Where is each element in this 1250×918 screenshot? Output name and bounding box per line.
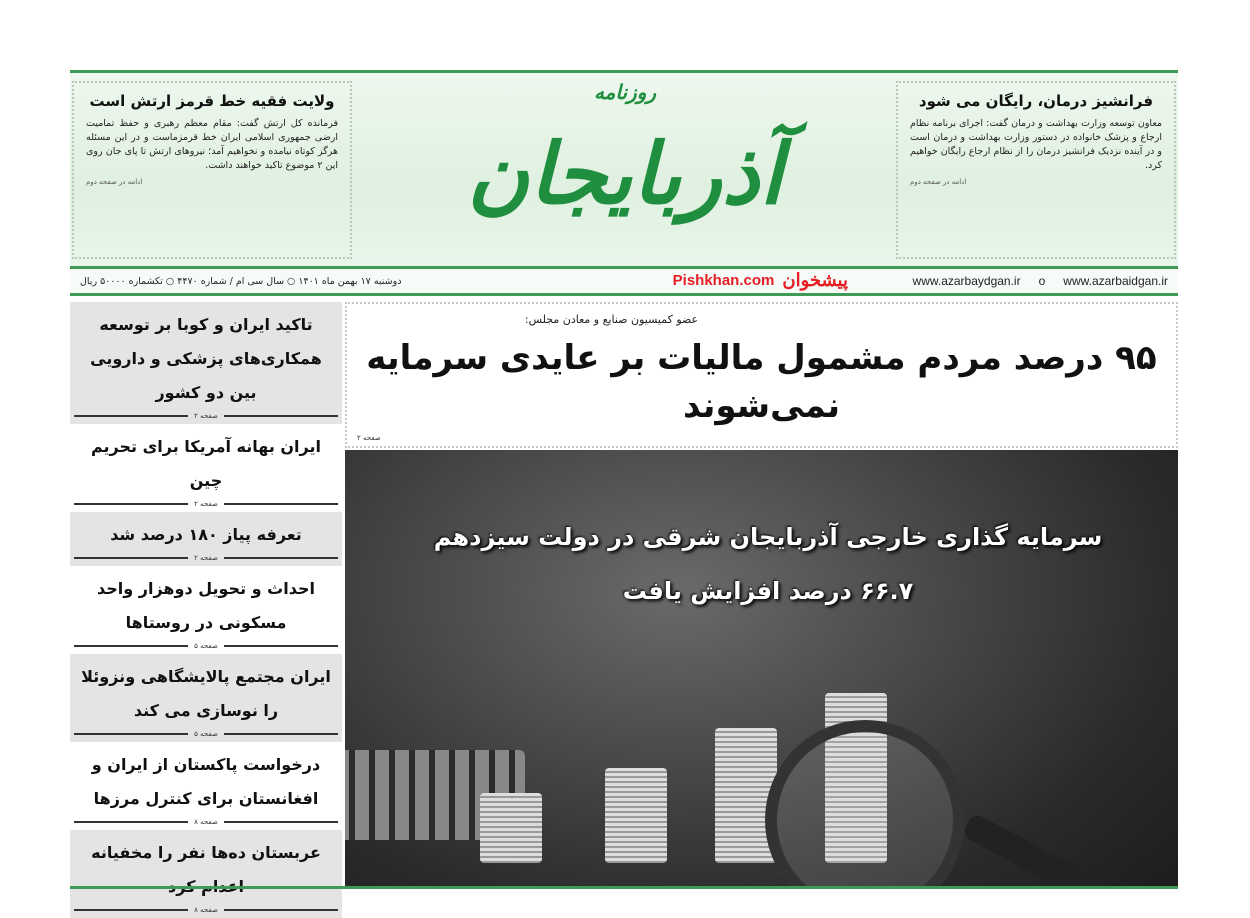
- side-page-ref: صفحه ۲: [194, 554, 218, 562]
- side-headline-title: تاکید ایران و کوبا بر توسعه همکاری‌های پزشکی و دارویی بین دو کشور: [90, 315, 322, 402]
- side-headline-title: درخواست پاکستان از ایران و افغانستان برای کنترل مرزها: [91, 755, 321, 808]
- website-urls: [913, 274, 1168, 288]
- side-headline-item[interactable]: [70, 512, 342, 566]
- newspaper-logo: [370, 73, 880, 266]
- side-headline-item[interactable]: [70, 424, 342, 512]
- divider: [74, 557, 188, 559]
- page-ref-separator: [74, 728, 338, 740]
- side-headline-title: ایران مجتمع پالایشگاهی ونزوئلا را نوسازی می کند: [81, 667, 331, 720]
- side-page-ref: صفحه ۲: [194, 500, 218, 508]
- logo-subtitle: روزنامه: [593, 80, 657, 104]
- divider: [74, 733, 188, 735]
- side-headline-item[interactable]: [70, 654, 342, 742]
- box-right-body: معاون توسعه وزارت بهداشت و درمان گفت: اجرای برنامه نظام ارجاع و پزشک خانواده در دستور وزارت بهداشت و درمان است و در آینده نزدیک فرانشیز درمان را از نظام ارجاع رایگان خواهیم کرد.: [910, 118, 1162, 171]
- side-page-ref: صفحه ۸: [194, 818, 218, 826]
- divider: [224, 503, 338, 505]
- page-ref-separator: [74, 552, 338, 564]
- lead-kicker: عضو کمیسیون صنایع و معادن مجلس:: [524, 313, 699, 326]
- side-page-ref: صفحه ۲: [194, 412, 218, 420]
- pishkhan-watermark: [673, 269, 848, 293]
- divider: [224, 415, 338, 417]
- divider: [224, 821, 338, 823]
- box-left-title: ولایت فقیه خط قرمز ارتش است: [89, 92, 335, 110]
- lead-story: [345, 302, 1178, 886]
- watermark-en: Pishkhan.com: [672, 272, 775, 289]
- lead-headline-box[interactable]: [345, 302, 1178, 448]
- divider: [74, 909, 188, 911]
- newspaper-front-page: [70, 70, 1178, 914]
- side-page-ref: صفحه ۵: [194, 730, 218, 738]
- side-page-ref: صفحه ۸: [194, 906, 218, 914]
- side-headline-item[interactable]: [70, 742, 342, 830]
- divider: [74, 415, 188, 417]
- photo-caption: [408, 510, 1128, 618]
- side-headline-item[interactable]: [70, 566, 342, 654]
- side-headline-title: ایران بهانه آمریکا برای تحریم چین: [91, 437, 321, 490]
- side-page-ref: صفحه ۵: [194, 642, 218, 650]
- page-ref-separator: [74, 640, 338, 652]
- side-headline-title: تعرفه پیاز ۱۸۰ درصد شد: [110, 525, 302, 544]
- magnifier-icon: [765, 720, 965, 886]
- url-separator: o: [1038, 274, 1046, 288]
- divider: [224, 557, 338, 559]
- lead-page-ref: صفحه ۲: [357, 434, 381, 442]
- magnifier-handle: [961, 812, 1159, 886]
- watermark-fa: پیشخوان: [782, 270, 848, 291]
- page-ref-separator: [74, 410, 338, 422]
- box-right-title: فرانشیز درمان، رایگان می شود: [918, 92, 1154, 110]
- photo-caption-line1: سرمایه گذاری خارجی آذربایجان شرقی در دولت سیزدهم: [433, 523, 1103, 551]
- divider: [74, 821, 188, 823]
- divider: [224, 733, 338, 735]
- box-right-more[interactable]: ادامه در صفحه دوم: [910, 178, 967, 186]
- url-2[interactable]: www.azarbaidgan.ir: [1063, 274, 1168, 288]
- lead-photo: [345, 450, 1178, 886]
- box-right-story[interactable]: [896, 81, 1176, 259]
- box-left-story[interactable]: [72, 81, 352, 259]
- page-ref-separator: [74, 498, 338, 510]
- divider: [74, 645, 188, 647]
- photo-caption-line2: ۶۶.۷ درصد افزایش یافت: [622, 577, 914, 605]
- lead-headline: ۹۵ درصد مردم مشمول مالیات بر عایدی سرمایه نمی‌شوند: [366, 338, 1157, 426]
- side-headline-title: عربستان ده‌ها نفر را مخفیانه: [91, 843, 321, 862]
- divider: [74, 503, 188, 505]
- dateline-bar: [70, 266, 1178, 296]
- divider: [224, 909, 338, 911]
- masthead: [70, 73, 1178, 266]
- page-ref-separator: [74, 904, 338, 916]
- coin-stack: [605, 768, 667, 863]
- bottom-rule: [70, 886, 1178, 889]
- side-headline-title: احداث و تحویل دوهزار واحد مسکونی در روستاها: [96, 579, 315, 632]
- side-headline-item[interactable]: [70, 830, 342, 918]
- sidebar-headlines: [70, 302, 342, 918]
- logo-title: آذربایجان: [467, 124, 783, 223]
- box-left-body: فرمانده کل ارتش گفت: مقام معظم رهبری و حفظ تمامیت ارضی جمهوری اسلامی ایران خط قرمزماست و در این مسئله هرگز کوتاه نیامده و نخواهیم آمد؛ نیروهای ارتش تا پای جان روی این ۲ موضوع تاکید خواهند داشت.: [86, 118, 338, 171]
- coin-stack: [480, 793, 542, 863]
- issue-date: دوشنبه ۱۷ بهمن ماه ۱۴۰۱ ○ سال سی ام / شماره ۴۴۷۰ ○ تکشماره ۵۰۰۰۰ ریال: [80, 275, 402, 287]
- url-1[interactable]: www.azarbaydgan.ir: [912, 274, 1021, 288]
- side-headline-item[interactable]: [70, 302, 342, 424]
- divider: [224, 645, 338, 647]
- box-left-more[interactable]: ادامه در صفحه دوم: [86, 178, 143, 186]
- page-ref-separator: [74, 816, 338, 828]
